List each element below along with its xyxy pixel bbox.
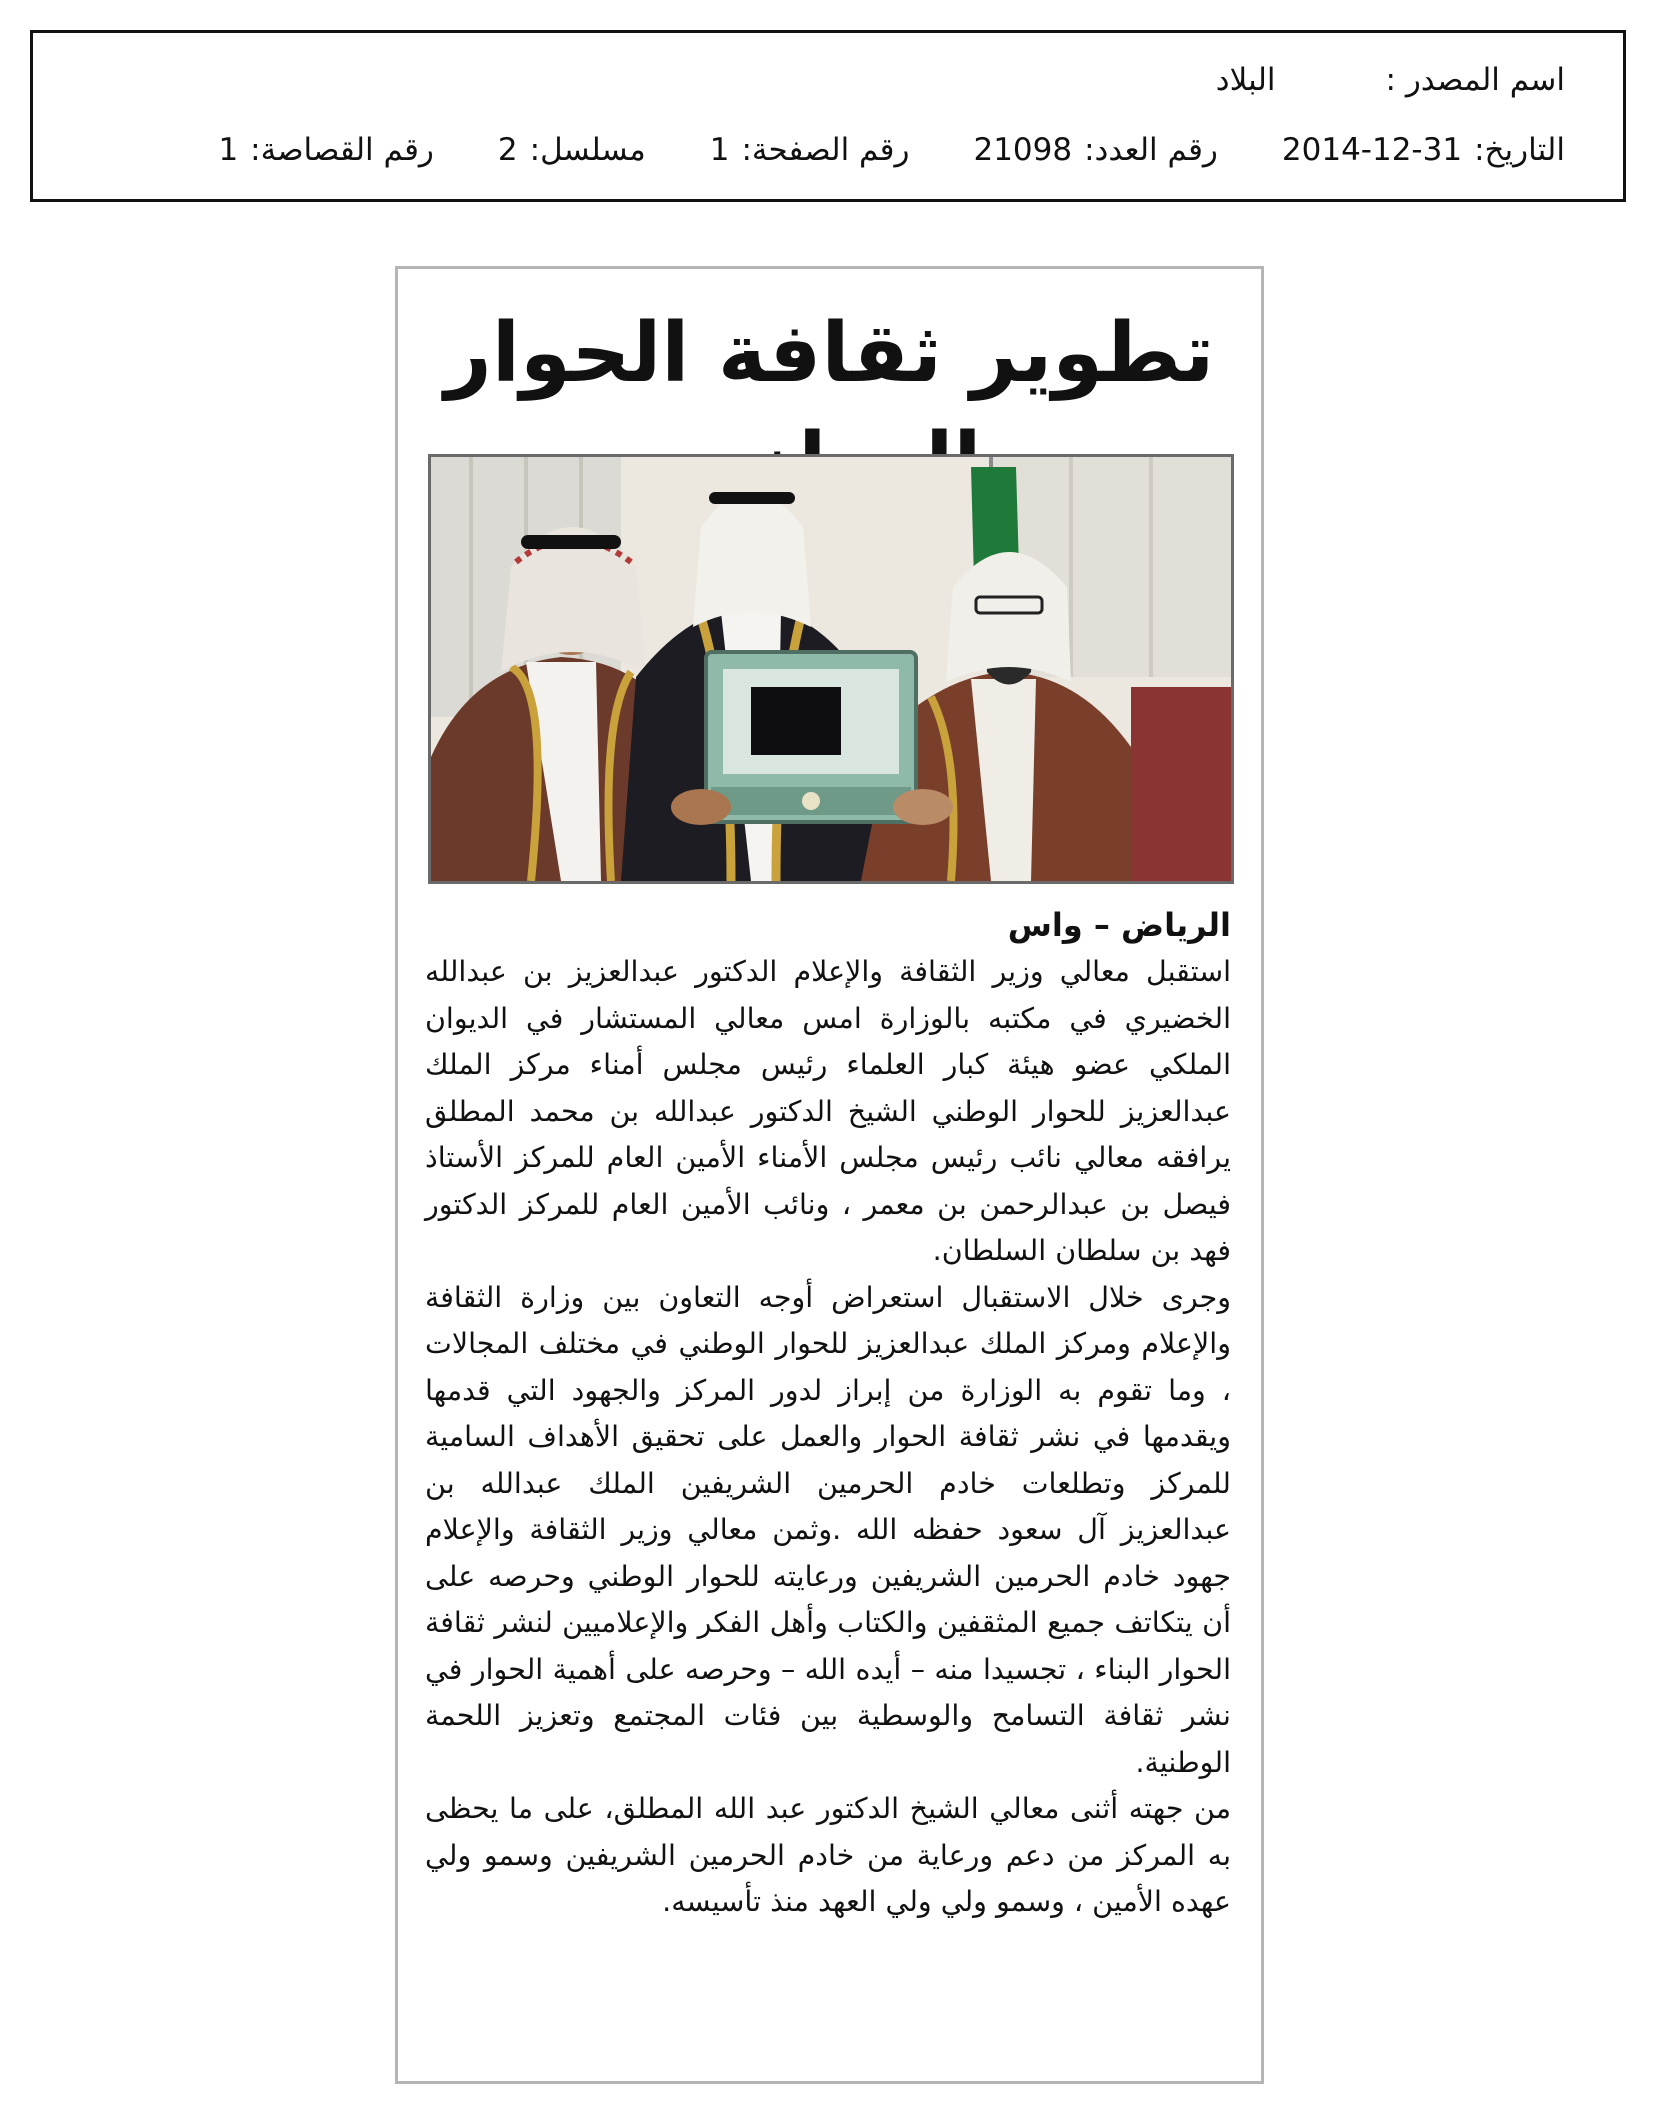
page-field [710, 132, 910, 168]
issue-label: رقم العدد: [1084, 132, 1218, 168]
article-headline: تطوير ثقافة الحوار [444, 306, 1215, 401]
article-paragraph: من جهته أثنى معالي الشيخ الدكتور عبد الله المطلق، على ما يحظى به المركز من دعم ورعاية من خادم الحرمين الشريفين وسمو ولي عهده الأمين ، وسمو ولي ولي العهد منذ تأسيسه. [425, 1792, 1231, 1918]
source-value: البلاد [1215, 62, 1276, 98]
article-paragraph: وجرى خلال الاستقبال استعراض أوجه التعاون بين وزارة الثقافة والإعلام ومركز الملك عبدالعزيز للحوار الوطني في مختلف المجالات ، وما تقوم به الوزارة من إبراز لدور المركز والجهود التي قدمها ويقدمها في نشر ثقافة الحوار والعمل على تحقيق الأهداف السامية للمركز وتطلعات خادم الحرمين الشريفين الملك عبدالله بن عبدالعزيز آل سعود حفظه الله .وثمن معالي وزير الثقافة والإعلام جهود خادم الحرمين الشريفين ورعايته للحوار الوطني وحرصه على أن يتكاتف جميع المثقفين والكتاب وأهل الفكر والإعلاميين لنشر ثقافة الحوار البناء ، تجسيدا منه – أيده الله – وحرصه على أهمية الحوار في نشر ثقافة التسامح والوسطية بين فئات المجتمع وتعزيز اللحمة الوطنية. [425, 1280, 1231, 1779]
serial-label: مسلسل: [529, 132, 646, 168]
source-label: اسم المصدر : [1385, 62, 1565, 98]
issue-value: 21098 [973, 132, 1073, 168]
date-value: 2014-12-31 [1281, 132, 1463, 168]
clip-number-value: 1 [218, 132, 239, 168]
source-field [1216, 62, 1565, 98]
clip-number-label: رقم القصاصة: [250, 132, 434, 168]
date-label: التاريخ: [1474, 132, 1565, 168]
article-body [425, 949, 1231, 1926]
award-plaque [706, 652, 916, 822]
article-photo [428, 454, 1234, 884]
issue-field [973, 132, 1217, 168]
date-field [1282, 132, 1565, 168]
page-value: 1 [709, 132, 730, 168]
source-metadata-box [30, 30, 1626, 202]
article-paragraph: استقبل معالي وزير الثقافة والإعلام الدكتور عبدالعزيز بن عبدالله الخضيري في مكتبه بالوزارة امس معالي المستشار في الديوان الملكي عضو هيئة كبار العلماء رئيس مجلس أمناء مركز الملك عبدالعزيز للحوار الوطني الشيخ الدكتور عبدالله بن محمد المطلق يرافقه معالي نائب رئيس مجلس الأمناء الأمين العام للمركز الأستاذ فيصل بن عبدالرحمن بن معمر ، ونائب الأمين العام للمركز الدكتور فهد بن سلطان السلطان. [425, 955, 1231, 1267]
issue-details-row [73, 125, 1565, 175]
photo-scene [431, 457, 1231, 881]
serial-value: 2 [497, 132, 518, 168]
article-dateline: الرياض – واس [1007, 906, 1231, 944]
clip-number-field [218, 132, 433, 168]
source-row [73, 55, 1565, 105]
page-label: رقم الصفحة: [741, 132, 910, 168]
serial-field [498, 132, 646, 168]
newspaper-clipping [395, 266, 1264, 2084]
